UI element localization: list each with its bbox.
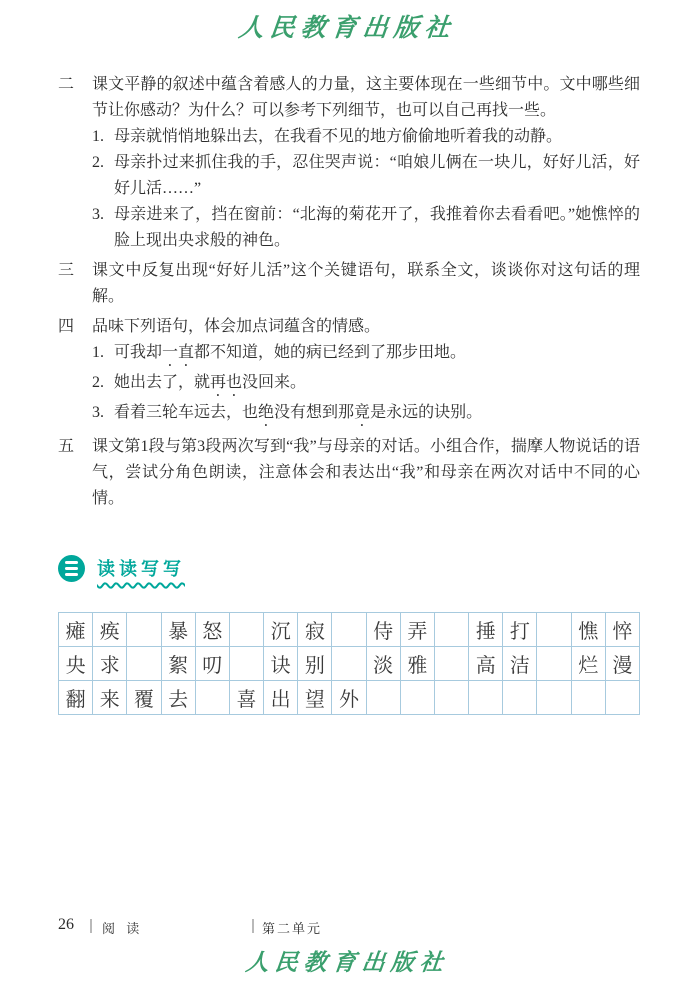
grid-cell	[606, 681, 640, 715]
subitem-number: 3.	[92, 206, 104, 223]
exercise-two	[58, 72, 640, 254]
grid-cell	[332, 613, 366, 647]
grid-cell: 怒	[196, 613, 230, 647]
grid-cell: 雅	[401, 647, 435, 681]
grid-cell: 去	[162, 681, 196, 715]
grid-cell: 悴	[606, 613, 640, 647]
publisher-logo: 人民教育出版社	[237, 13, 458, 42]
exercise-body	[92, 72, 640, 254]
grid-cell	[401, 681, 435, 715]
grid-cell	[230, 613, 264, 647]
list-icon	[58, 555, 85, 582]
emphasized-word: 竟	[354, 404, 371, 421]
grid-cell: 憔	[572, 613, 606, 647]
exercise-subitem	[92, 150, 640, 202]
grid-cell	[537, 647, 571, 681]
page-number: 26	[58, 916, 74, 933]
emphasized-word: 一直	[162, 344, 195, 361]
grid-cell: 望	[298, 681, 332, 715]
grid-cell	[435, 647, 469, 681]
text-segment: 母亲进来了，挡在窗前：“北海的菊花开了，我推着你去看看吧。”她憔悴的脸上现出央求般的神色。	[114, 206, 640, 249]
grid-cell	[469, 681, 503, 715]
grid-cell: 覆	[127, 681, 161, 715]
grid-cell: 侍	[367, 613, 401, 647]
footer-unit-label: 第二单元	[262, 921, 323, 936]
text-segment: 是永远的诀别。	[370, 404, 483, 421]
exercise-body	[92, 314, 640, 430]
grid-cell: 别	[298, 647, 332, 681]
exercise-subitem	[92, 340, 640, 370]
subitem-number: 1.	[92, 344, 104, 361]
page-content	[58, 72, 640, 715]
grid-cell: 叨	[196, 647, 230, 681]
text-segment: 可我却	[114, 344, 163, 361]
grid-cell: 打	[503, 613, 537, 647]
text-segment: 母亲就悄悄地躲出去，在我看不见的地方偷偷地听着我的动静。	[114, 128, 563, 145]
grid-cell: 捶	[469, 613, 503, 647]
read-write-header	[58, 554, 640, 582]
grid-cell: 淡	[367, 647, 401, 681]
text-segment: 看着三轮车远去，也	[114, 404, 259, 421]
grid-cell	[435, 613, 469, 647]
publisher-logo: 人民教育出版社	[244, 949, 451, 976]
grid-cell: 痪	[93, 613, 127, 647]
subitem-number: 3.	[92, 404, 104, 421]
subitem-text	[114, 370, 640, 400]
read-write-title: 读读写写	[97, 559, 185, 579]
grid-cell	[367, 681, 401, 715]
subitem-text	[114, 340, 640, 370]
exercise-text: 课文中反复出现“好好儿活”这个关键语句，联系全文，谈谈你对这句话的理解。	[92, 262, 640, 305]
exercise-text: 课文第1段与第3段两次写到“我”与母亲的对话。小组合作，揣摩人物说话的语气，尝试分角色朗读，注意体会和表达出“我”和母亲在两次对话中不同的心情。	[92, 438, 640, 507]
exercise-subitem	[92, 370, 640, 400]
grid-cell: 絮	[162, 647, 196, 681]
text-segment: 没有想到那	[274, 404, 355, 421]
subitem-number: 2.	[92, 154, 104, 171]
exercise-five	[58, 434, 640, 512]
word-grid	[58, 612, 640, 715]
exercise-number: 五	[58, 438, 75, 455]
grid-cell	[537, 681, 571, 715]
grid-cell: 央	[59, 647, 93, 681]
grid-cell	[127, 647, 161, 681]
grid-cell: 诀	[264, 647, 298, 681]
grid-cell: 出	[264, 681, 298, 715]
exercise-subitem	[92, 202, 640, 254]
grid-cell: 弄	[401, 613, 435, 647]
grid-cell: 烂	[572, 647, 606, 681]
subitem-text	[114, 202, 640, 254]
grid-cell: 漫	[606, 647, 640, 681]
footer-divider	[252, 919, 254, 933]
subitem-text	[114, 150, 640, 202]
text-segment: 都不知道，她的病已经到了那步田地。	[194, 344, 467, 361]
exercise-three	[58, 258, 640, 310]
exercise-number: 二	[58, 76, 75, 93]
grid-cell	[572, 681, 606, 715]
exercise-subitem	[92, 124, 640, 150]
exercise-subitem	[92, 400, 640, 430]
grid-cell: 洁	[503, 647, 537, 681]
text-segment: 她出去了，就	[114, 374, 211, 391]
footer-section-label: 阅 读	[102, 921, 144, 936]
subitem-text	[114, 124, 640, 150]
grid-cell	[503, 681, 537, 715]
emphasized-word: 绝	[258, 404, 275, 421]
text-segment: 没回来。	[242, 374, 307, 391]
grid-cell	[332, 647, 366, 681]
grid-cell	[537, 613, 571, 647]
exercise-number: 四	[58, 318, 75, 335]
grid-cell: 来	[93, 681, 127, 715]
exercise-body	[92, 258, 640, 310]
grid-cell: 求	[93, 647, 127, 681]
grid-cell: 沉	[264, 613, 298, 647]
grid-cell: 寂	[298, 613, 332, 647]
grid-cell: 瘫	[59, 613, 93, 647]
grid-cell	[196, 681, 230, 715]
grid-cell: 翻	[59, 681, 93, 715]
grid-cell: 高	[469, 647, 503, 681]
exercise-body	[92, 434, 640, 512]
exercise-four	[58, 314, 640, 430]
subitem-number: 2.	[92, 374, 104, 391]
grid-cell: 暴	[162, 613, 196, 647]
subitem-text	[114, 400, 640, 430]
grid-cell: 外	[332, 681, 366, 715]
exercise-text: 课文平静的叙述中蕴含着感人的力量，这主要体现在一些细节中。文中哪些细节让你感动？为什么？可以参考下列细节，也可以自己再找一些。	[92, 76, 640, 119]
emphasized-word: 再也	[210, 374, 243, 391]
text-segment: 母亲扑过来抓住我的手，忍住哭声说：“咱娘儿俩在一块儿，好好儿活，好好儿活……”	[114, 154, 640, 197]
footer	[0, 916, 695, 938]
subitem-number: 1.	[92, 128, 104, 145]
exercise-number: 三	[58, 262, 75, 279]
grid-cell	[435, 681, 469, 715]
grid-cell: 喜	[230, 681, 264, 715]
grid-cell	[230, 647, 264, 681]
exercise-text: 品味下列语句，体会加点词蕴含的情感。	[92, 318, 381, 335]
grid-cell	[127, 613, 161, 647]
footer-divider	[90, 919, 92, 933]
